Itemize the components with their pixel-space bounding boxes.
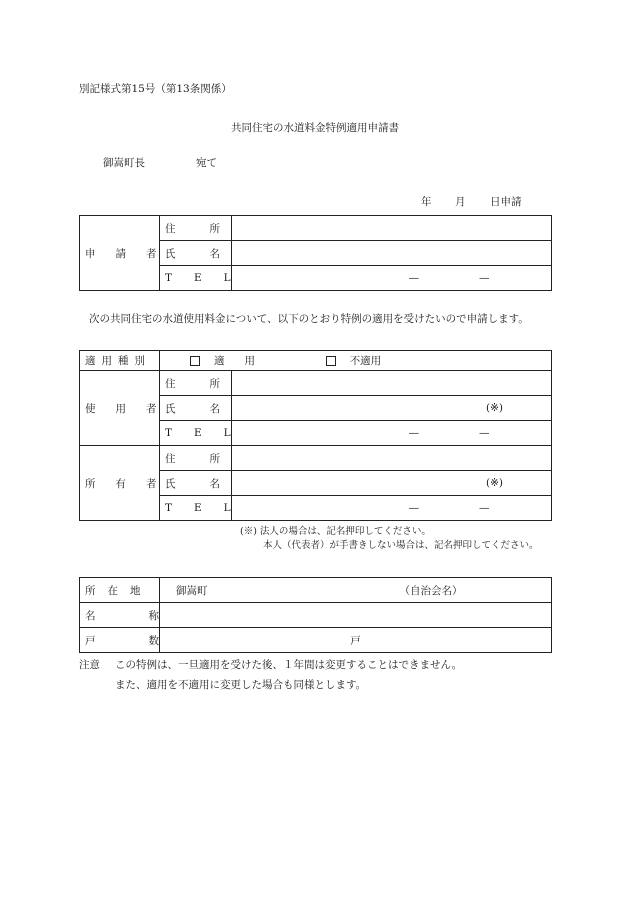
applicant-tel-label: TEL: [160, 266, 232, 291]
footnote-2: 本人（代表者）が手書きしない場合は、記名押印してください。: [263, 540, 539, 551]
addressee: 御嵩町長: [103, 157, 145, 169]
usage-table: [79, 350, 552, 521]
owner-name-label: 氏名: [160, 471, 232, 496]
date-year-label: 年: [421, 196, 432, 208]
location-label: 所在地: [80, 578, 160, 603]
date-month-label: 月: [455, 196, 466, 208]
applicant-section-label: 申請者: [80, 216, 160, 291]
owner-name-field[interactable]: (※): [232, 471, 552, 496]
intro-text: 次の共同住宅の水道使用料金について、以下のとおり特例の適用を受けたいので申請します。: [89, 313, 529, 325]
applicant-table: [79, 215, 552, 291]
user-tel-label: TEL: [160, 421, 232, 446]
user-address-label: 住所: [160, 371, 232, 396]
user-name-label: 氏名: [160, 396, 232, 421]
caution-label: 注意: [79, 659, 100, 671]
type-options: [160, 351, 552, 371]
user-tel-field[interactable]: — —: [232, 421, 552, 446]
page-title: 共同住宅の水道料金特例適用申請書: [231, 122, 399, 134]
form-number: 別記様式第15号（第13条関係）: [79, 83, 232, 95]
owner-address-label: 住所: [160, 446, 232, 471]
not-apply-checkbox[interactable]: [326, 356, 336, 366]
addressee-suffix: 宛て: [196, 157, 217, 169]
applicant-address-field[interactable]: [232, 216, 552, 241]
not-apply-option-label: 不適用: [349, 355, 382, 367]
applicant-tel-field[interactable]: — —: [232, 266, 552, 291]
caution-line-1: この特例は、一旦適用を受けた後、１年間は変更することはできません。: [115, 659, 463, 671]
owner-tel-label: TEL: [160, 496, 232, 521]
date-day-label: 日申請: [490, 196, 522, 208]
location-field[interactable]: 御嵩町 （自治会名）: [160, 578, 552, 603]
user-name-field[interactable]: (※): [232, 396, 552, 421]
user-address-field[interactable]: [232, 371, 552, 396]
applicant-name-label: 氏名: [160, 241, 232, 266]
owner-section-label: 所有者: [80, 446, 160, 521]
apply-checkbox[interactable]: [190, 356, 200, 366]
building-name-label: 名称: [80, 603, 160, 628]
owner-address-field[interactable]: [232, 446, 552, 471]
user-section-label: 使用者: [80, 371, 160, 446]
applicant-name-field[interactable]: [232, 241, 552, 266]
footnote-1: (※) 法人の場合は、記名押印してください。: [240, 526, 431, 537]
caution-line-2: また、適用を不適用に変更した場合も同様とします。: [115, 679, 367, 691]
units-label: 戸数: [80, 628, 160, 653]
applicant-address-label: 住所: [160, 216, 232, 241]
building-name-field[interactable]: [160, 603, 552, 628]
apply-option-label: 適用: [214, 355, 275, 367]
building-table: [79, 577, 552, 653]
type-label: 適用種別: [80, 351, 160, 371]
units-field[interactable]: 戸: [160, 628, 552, 653]
owner-tel-field[interactable]: — —: [232, 496, 552, 521]
